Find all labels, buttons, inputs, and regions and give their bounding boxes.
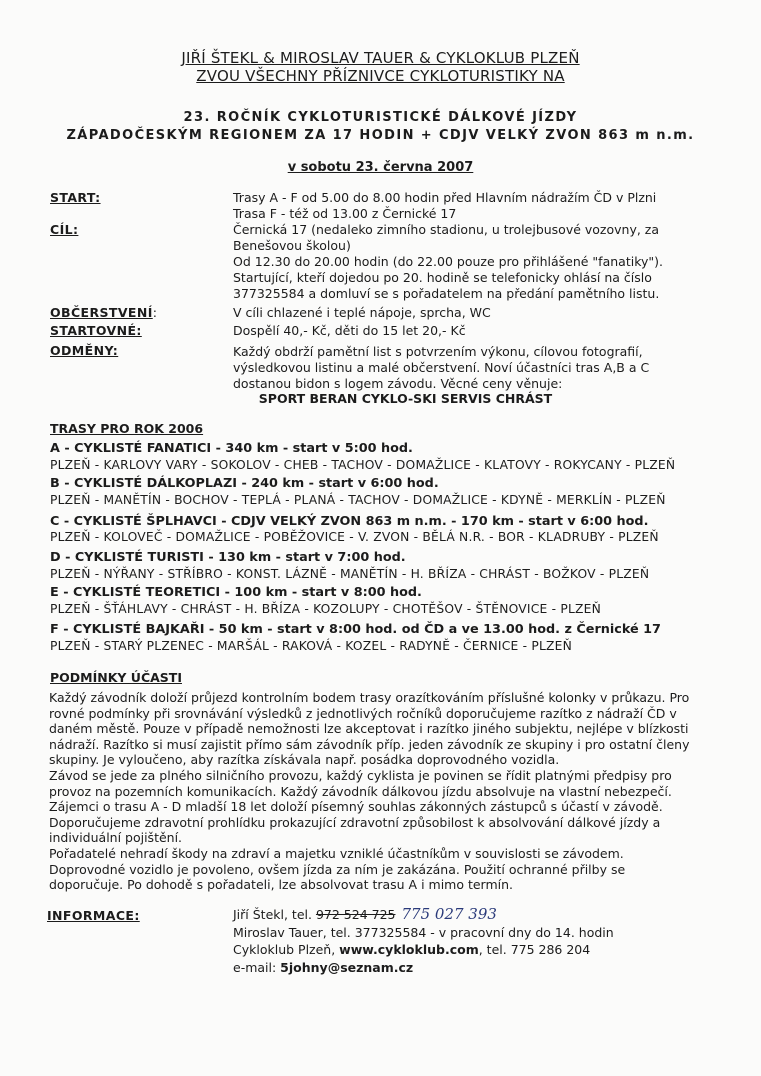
conditions-line: Zájemci o trasu A - D mladší 18 let doloží písemný souhlas zákonných zástupců s účastí v závodě. bbox=[49, 799, 663, 815]
info-line-stekl bbox=[233, 906, 614, 924]
finish-line: Startující, kteří dojedou po 20. hodině se telefonicky ohlásí na číslo bbox=[233, 270, 652, 285]
info-line-club bbox=[233, 941, 614, 959]
event-date: v sobotu 23. června 2007 bbox=[287, 160, 474, 175]
fee-label: STARTOVNÉ: bbox=[50, 323, 142, 338]
conditions-heading: PODMÍNKY ÚČASTI bbox=[50, 670, 182, 685]
conditions-line: Pořadatelé nehradí škody na zdraví a majetku vzniklé účastníkům v souvislosti se závodem. bbox=[49, 845, 624, 861]
refreshment-label-wrap bbox=[50, 305, 157, 320]
conditions-line: rovné podmínky při srovnávání výsledků z jednotlivých ročníků doporučujeme razítko z nádraží ČD v bbox=[49, 705, 677, 721]
sponsor-name: SPORT BERAN CYKLO-SKI SERVIS CHRÁST bbox=[258, 391, 553, 406]
conditions-line: provoz na pozemních komunikacích. Každý závodník dálkovou jízdu absolvuje na vlastní nebezpečí. bbox=[49, 783, 672, 799]
info-details bbox=[233, 906, 614, 976]
route-title: B - CYKLISTÉ DÁLKOPLAZI - 240 km - start v 6:00 hod. bbox=[50, 476, 439, 491]
finish-line: Benešovou školou) bbox=[233, 238, 351, 253]
rewards-label: ODMĚNY: bbox=[50, 343, 119, 358]
conditions-line: daném městě. Pouze v případě nemožnosti lze akceptovat i razítko jiného subjektu, nejlépe v blízkosti bbox=[49, 721, 689, 737]
finish-label: CÍL: bbox=[50, 222, 79, 237]
finish-line: Černická 17 (nedaleko zimního stadionu, u trolejbusové vozovny, za bbox=[233, 222, 660, 237]
organizers-line: JIŘÍ ŠTEKL & MIROSLAV TAUER & CYKLOKLUB PLZEŇ bbox=[181, 49, 580, 67]
start-line: Trasa F - též od 13.00 z Černické 17 bbox=[233, 206, 457, 221]
route-cities: PLZEŇ - KARLOVY VARY - SOKOLOV - CHEB - TACHOV - DOMAŽLICE - KLATOVY - ROKYCANY - PLZEŇ bbox=[50, 458, 676, 472]
conditions-line: nádraží. Razítko si musí zajistit přímo sám závodník příp. jeden závodník ze skupiny i pro ostatní členy bbox=[49, 736, 690, 752]
rewards-details bbox=[233, 344, 649, 392]
email-link[interactable]: 5johny@seznam.cz bbox=[280, 959, 414, 975]
route-title: E - CYKLISTÉ TEORETICI - 100 km - start v 8:00 hod. bbox=[50, 585, 422, 600]
route-cities: PLZEŇ - NÝŘANY - STŘÍBRO - KONST. LÁZNĚ - MANĚTÍN - H. BŘÍZA - CHRÁST - BOŽKOV - PLZEŇ bbox=[50, 567, 650, 581]
club-prefix: Cykloklub Plzeň, bbox=[233, 942, 340, 957]
info-stekl-prefix: Jiří Štekl, tel. bbox=[233, 907, 312, 922]
route-cities: PLZEŇ - MANĚTÍN - BOCHOV - TEPLÁ - PLANÁ - TACHOV - DOMAŽLICE - KDYNĚ - MERKLÍN - PLZEŇ bbox=[50, 493, 666, 507]
rewards-line: dostanou bidon s logem závodu. Věcné ceny věnuje: bbox=[233, 376, 563, 391]
route-title: F - CYKLISTÉ BAJKAŘI - 50 km - start v 8:00 hod. od ČD a ve 13.00 hod. z Černické 17 bbox=[50, 622, 661, 637]
route-title: D - CYKLISTÉ TURISTI - 130 km - start v 7:00 hod. bbox=[50, 550, 406, 565]
conditions-line: individuální pojištění. bbox=[49, 830, 183, 846]
route-cities: PLZEŇ - STARÝ PLZENEC - MARŠÁL - RAKOVÁ - KOZEL - RADYNĚ - ČERNICE - PLZEŇ bbox=[50, 639, 573, 653]
route-cities: PLZEŇ - KOLOVEČ - DOMAŽLICE - POBĚŽOVICE - V. ZVON - BĚLÁ N.R. - BOR - KLADRUBY - PLZEŇ bbox=[50, 530, 659, 544]
refreshment-label: OBČERSTVENÍ bbox=[50, 305, 153, 320]
finish-line: Od 12.30 do 20.00 hodin (do 22.00 pouze pro přihlášené "fanatiky"). bbox=[233, 254, 663, 269]
finish-details bbox=[233, 222, 663, 302]
conditions-line: Doporučujeme zdravotní prohlídku prokazující zdravotní způsobilost k absolvování dálkové jízdy a bbox=[49, 814, 661, 830]
info-line-email bbox=[233, 959, 614, 977]
conditions-line: doporučuje. Po dohodě s pořadateli, lze absolvovat trasu A i mimo termín. bbox=[49, 877, 514, 893]
event-title: 23. ROČNÍK CYKLOTURISTICKÉ DÁLKOVÉ JÍZDY bbox=[183, 110, 578, 125]
conditions-line: Každý závodník doloží průjezd kontrolním bodem trasy orazítkováním příslušné kolonky v průkazu. Pro bbox=[49, 690, 690, 705]
route-title: C - CYKLISTÉ ŠPLHAVCI - CDJV VELKÝ ZVON 863 m n.m. - 170 km - start v 6:00 hod. bbox=[50, 514, 649, 529]
start-label: START: bbox=[50, 190, 101, 205]
conditions-line: Závod se jede za plného silničního provozu, každý cyklista je povinen se řídit platnými předpisy pro bbox=[49, 767, 672, 783]
route-cities: PLZEŇ - ŠŤÁHLAVY - CHRÁST - H. BŘÍZA - KOZOLUPY - CHOTĚŠOV - ŠTĚNOVICE - PLZEŇ bbox=[50, 602, 601, 616]
club-phone: , tel. 775 286 204 bbox=[478, 942, 591, 957]
rewards-line: Každý obdrží pamětní list s potvrzením výkonu, cílovou fotografií, bbox=[233, 344, 643, 359]
refreshment-colon: : bbox=[152, 305, 157, 320]
conditions-line: Doprovodné vozidlo je povoleno, ovšem jízda za ním je zakázána. Použití ochranné přilby se bbox=[49, 861, 626, 877]
fee-value: Dospělí 40,- Kč, děti do 15 let 20,- Kč bbox=[233, 323, 466, 338]
info-label: INFORMACE: bbox=[47, 908, 140, 923]
refreshment-value: V cíli chlazené i teplé nápoje, sprcha, WC bbox=[233, 305, 491, 320]
rewards-line: výsledkovou listinu a malé občerstvení. Noví účastníci tras A,B a C bbox=[233, 360, 650, 375]
start-line: Trasy A - F od 5.00 do 8.00 hodin před Hlavním nádražím ČD v Plzni bbox=[233, 190, 657, 205]
info-line-tauer: Miroslav Tauer, tel. 377325584 - v pracovní dny do 14. hodin bbox=[233, 924, 614, 940]
conditions-text bbox=[49, 690, 724, 893]
handwritten-phone: 775 027 393 bbox=[401, 905, 497, 923]
email-prefix: e-mail: bbox=[233, 959, 281, 975]
struck-phone: 972 524 725 bbox=[315, 907, 396, 922]
finish-line: 377325584 a domluví se s pořadatelem na předání pamětního listu. bbox=[233, 286, 660, 301]
club-website-link[interactable]: www.cykloklub.com bbox=[339, 942, 479, 957]
conditions-line: skupiny. Je vyloučeno, aby razítka získávala např. posádka doprovodného vozidla. bbox=[49, 752, 560, 768]
event-subtitle: ZÁPADOČESKÝM REGIONEM ZA 17 HODIN + CDJV VELKÝ ZVON 863 m n.m. bbox=[66, 128, 695, 143]
invitation-line: ZVOU VŠECHNY PŘÍZNIVCE CYKLOTURISTIKY NA bbox=[196, 67, 565, 85]
start-details bbox=[233, 190, 656, 222]
route-title: A - CYKLISTÉ FANATICI - 340 km - start v 5:00 hod. bbox=[50, 441, 413, 456]
routes-heading: TRASY PRO ROK 2006 bbox=[50, 421, 204, 436]
